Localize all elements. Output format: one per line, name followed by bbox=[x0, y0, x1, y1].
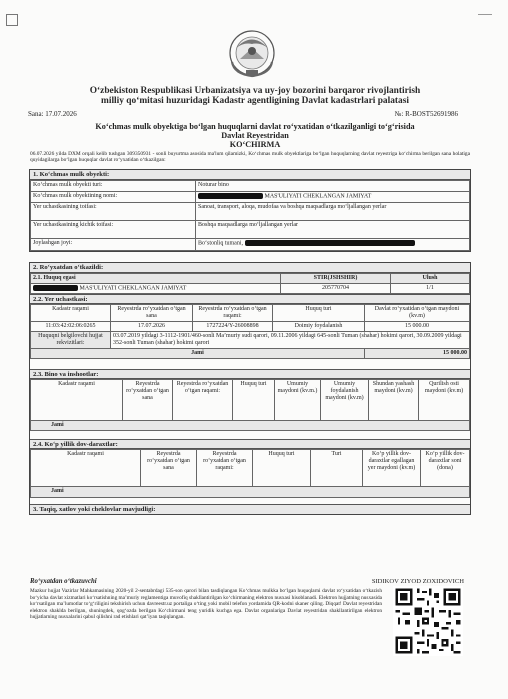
date-label: Sana: 17.07.2026 bbox=[28, 110, 77, 118]
land-header: Reyestrda ro‘yxatdan o‘tgan sana bbox=[111, 305, 193, 322]
ulush-header: Ulush bbox=[391, 274, 470, 284]
table-row bbox=[31, 380, 470, 421]
footer-paragraph: Mazkur hujjat Vazirlar Mahkamasining 2020-yil 2-sentabrdagi 535-son qarori bilan tasdiqlangan Ko‘chmas mulkka bo‘lgan huquqlarni davlat ro‘yxatidan o‘tkazish bo‘yicha davlat xizmatlari ko‘rsatishning ma’muriy reglamentiga muvofiq shakllantirilgan ko‘chirmaning elektron nusxasi hisoblanadi. Elektron hujjatning nusxasida ko‘rsatilgan ma’lumotlar to‘g‘riligini tekshirish uchun davreestr.uz portaliga o‘ting yoki mobil telefon yordamida QR-kodni skaner qiling. Diqqat! Davlat reyestridan elektron shaklda berilgan, shuningdek, qog‘ozda berilgan Ko‘chirmani teng yuridik kuchga ega. Davlat organlariga Davlat reyestridan shakllantirilgan elektron hujjatlarning nusxalarini qabul qilishni rad etishlari qat’iyan taqiqlangan. bbox=[30, 588, 383, 620]
land-header: Kadastr raqami bbox=[31, 305, 111, 322]
bldg-header: Kadastr raqami bbox=[31, 380, 123, 421]
tree-header: Turi bbox=[311, 450, 363, 487]
table-row bbox=[31, 332, 470, 349]
owner-ulush: 1/1 bbox=[391, 284, 470, 294]
table-row bbox=[31, 203, 470, 221]
title-line-2: Davlat Reyestridan bbox=[221, 131, 289, 140]
table-row bbox=[31, 221, 470, 239]
header-line-2: milliy qo‘mitasi huzuridagi Kadastr agentligining Davlat kadastrlari palatasi bbox=[101, 96, 409, 106]
header-line-1: O‘zbekiston Respublikasi Urbanizatsiya va uy-joy bozorini barqaror rivojlantirish bbox=[89, 86, 421, 96]
location-value: Bo‘stonliq tumani, bbox=[198, 240, 243, 247]
bldg-header: Huquq turi bbox=[233, 380, 275, 421]
land-subcategory-value: Boshqa maqsadlarga mo‘ljallangan yerlar bbox=[196, 221, 470, 239]
section-3-title: 3. Taqiq, xatlov yoki cheklovlar mavjudligi: bbox=[30, 504, 470, 514]
table-row bbox=[31, 305, 470, 322]
land-header: Davlat ro‘yxatidan o‘tgan maydoni (kv.m) bbox=[365, 305, 470, 322]
table-row bbox=[31, 274, 470, 284]
land-right-type: Doimiy foydalanish bbox=[273, 322, 365, 332]
table-row bbox=[31, 322, 470, 332]
document-number: №: R-BOST52691986 bbox=[394, 110, 458, 118]
owner-stir: 205770704 bbox=[281, 284, 391, 294]
land-subtitle: 2.2. Yer uchastkasi: bbox=[30, 294, 470, 304]
tree-header: Ko‘p yillik dov-daraxtlar soni (dona) bbox=[421, 450, 470, 487]
redaction-bar bbox=[245, 240, 415, 246]
trees-subtitle: 2.4. Ko‘p yillik dov-daraxtlar: bbox=[30, 439, 470, 449]
object-type-value: Noturar bino bbox=[196, 181, 470, 192]
table-row bbox=[31, 421, 470, 431]
docs-value: 03.07.2019 yildagi 3-1112-1901/460-sonli Ma’muriy sudi qarori, 09.11.2006 yildagi 645-sonli Tuman (shahar) hokimi qarori, 30.09.2009 yildagi 352-sonli Tuman (shahar) hokimi qarori bbox=[111, 332, 470, 349]
tree-header: Ko‘p yillik dov-daraxtlar egallagan yer maydoni (kv.m) bbox=[363, 450, 421, 487]
table-row bbox=[31, 192, 470, 203]
object-type-label: Ko‘chmas mulk obyekti turi: bbox=[31, 181, 196, 192]
land-subcategory-label: Yer uchastkasining kichik toifasi: bbox=[31, 221, 196, 239]
trees-total-label: Jami bbox=[31, 487, 470, 498]
bldg-header: Shundan yashash maydoni (kv.m) bbox=[369, 380, 419, 421]
land-total-value: 15 000.00 bbox=[365, 349, 470, 359]
land-area: 15 000.00 bbox=[365, 322, 470, 332]
qr-code-icon[interactable] bbox=[393, 586, 463, 656]
land-reg-date: 17.07.2026 bbox=[111, 322, 193, 332]
stir-header: STIR(JSHSHIR) bbox=[281, 274, 391, 284]
owner-name-cell bbox=[31, 284, 281, 294]
buildings-table bbox=[30, 379, 470, 431]
bldg-total-label: Jami bbox=[31, 421, 470, 431]
bldg-header: Reyestrda ro‘yxatdan o‘tgan raqami: bbox=[173, 380, 233, 421]
table-row bbox=[31, 450, 470, 487]
section-1 bbox=[29, 169, 471, 252]
land-category-value: Sanoat, transport, aloqa, mudofaa va boshqa maqsadlarga mo‘ljallangan yerlar bbox=[196, 203, 470, 221]
state-emblem-icon bbox=[222, 26, 282, 82]
land-total-label: Jami bbox=[31, 349, 365, 359]
section-2-title: 2. Ro‘yxatdan o‘tkazildi: bbox=[30, 263, 470, 273]
redaction-bar bbox=[33, 285, 78, 291]
section-1-title: 1. Ko‘chmas mulk obyekti: bbox=[30, 170, 470, 180]
section-2 bbox=[29, 262, 471, 515]
object-table bbox=[30, 180, 470, 251]
land-header: Reyestrda ro‘yxatdan o‘tgan raqami: bbox=[193, 305, 273, 322]
land-reg-number: 1727224/Y-26008898 bbox=[193, 322, 273, 332]
registrar-label: Ro‘yxatdan o‘tkazuvchi bbox=[30, 578, 97, 585]
bldg-header: Umumiy foydalanish maydoni (kv.m) bbox=[321, 380, 369, 421]
bldg-header: Umumiy maydoni (kv.m.) bbox=[275, 380, 321, 421]
land-header: Huquq turi bbox=[273, 305, 365, 322]
table-row bbox=[31, 284, 470, 294]
table-row bbox=[31, 239, 470, 251]
land-category-label: Yer uchastkasining toifasi: bbox=[31, 203, 196, 221]
owner-name: MAS'ULIYATI CHEKLANGAN JAMIYAT bbox=[79, 285, 187, 292]
location-cell bbox=[196, 239, 470, 251]
bldg-header: Qurilish osti maydoni (kv.m) bbox=[419, 380, 470, 421]
intro-paragraph: 06.07.2026 yilda DXM orqali kelib tushgan 309350931 - sonli buyurtma asosida ma'lum qilamizki, Ko‘chmas mulk obyektlariga bo‘lgan huquqlarning davlat reyestriga ko‘chirma berilgan sana holatiga quyidagilarga bo‘lgan huquqlar davlat ro‘yxatidan o‘tkazilgan: bbox=[30, 151, 470, 164]
signer-name: SIDIKOV ZIYOD ZOXIDOVICH bbox=[371, 578, 464, 585]
table-row bbox=[31, 349, 470, 359]
trees-table bbox=[30, 449, 470, 498]
tree-header: Reyestrda ro‘yxatdan o‘tgan raqami: bbox=[197, 450, 253, 487]
tree-header: Reyestrda ro‘yxatdan o‘tgan sana bbox=[141, 450, 197, 487]
table-row bbox=[31, 181, 470, 192]
redaction-bar bbox=[198, 193, 263, 199]
tree-header: Huquq turi bbox=[253, 450, 311, 487]
table-row bbox=[31, 487, 470, 498]
owner-subtitle: 2.1. Huquq egasi bbox=[31, 274, 281, 284]
object-name-value: MAS'ULIYATI CHEKLANGAN JAMIYAT bbox=[264, 193, 372, 200]
title-line-1: Ko‘chmas mulk obyektiga bo‘lgan huquqlarni davlat ro‘yxatidan o‘tkazilganligi to‘g‘risida bbox=[95, 122, 415, 131]
land-cadastre: 11:03:42:02:06:0265 bbox=[31, 322, 111, 332]
corner-mark bbox=[6, 14, 18, 26]
title-line-3: KO‘CHIRMA bbox=[229, 140, 281, 149]
tree-header: Kadastr raqami bbox=[31, 450, 141, 487]
land-table bbox=[30, 304, 470, 359]
corner-mark-right bbox=[478, 14, 492, 15]
owner-table bbox=[30, 273, 470, 294]
object-name-cell bbox=[196, 192, 470, 203]
docs-label: Huquqni belgilovchi hujjat rekvizitlari: bbox=[31, 332, 111, 349]
object-name-label: Ko‘chmas mulk obyektining nomi: bbox=[31, 192, 196, 203]
buildings-subtitle: 2.3. Bino va inshootlar: bbox=[30, 369, 470, 379]
location-label: Joylashgan joyi: bbox=[31, 239, 196, 251]
bldg-header: Reyestrda ro‘yxatdan o‘tgan sana bbox=[123, 380, 173, 421]
